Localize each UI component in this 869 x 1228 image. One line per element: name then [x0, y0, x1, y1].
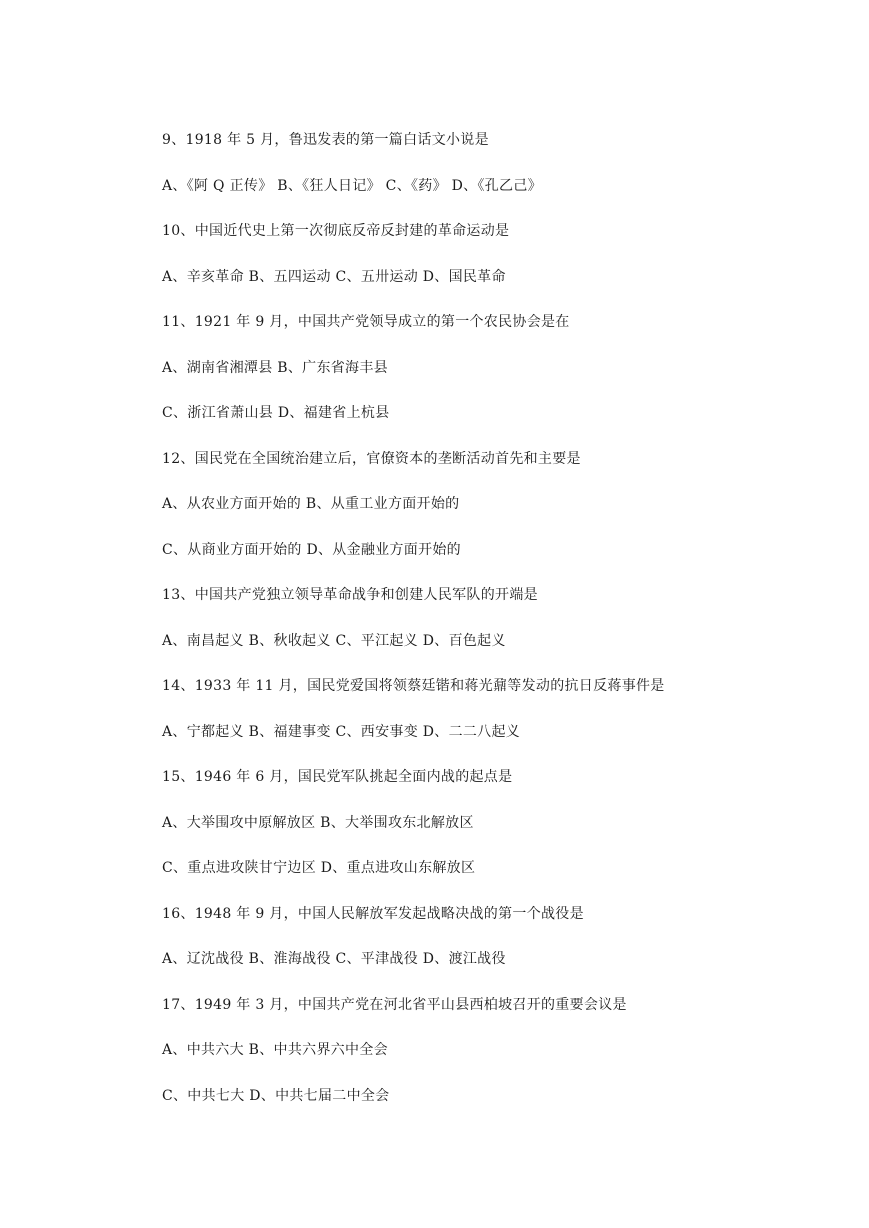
question-13-options: A、南昌起义 B、秋收起义 C、平江起义 D、百色起义 [162, 633, 506, 649]
question-14: 14、1933 年 11 月，国民党爱国将领蔡廷锴和蒋光鼐等发动的抗日反蒋事件是 [162, 678, 665, 694]
question-9: 9、1918 年 5 月，鲁迅发表的第一篇白话文小说是 [162, 132, 489, 148]
question-16: 16、1948 年 9 月，中国人民解放军发起战略决战的第一个战役是 [162, 906, 584, 922]
question-16-options: A、辽沈战役 B、淮海战役 C、平津战役 D、渡江战役 [162, 951, 506, 967]
question-12-options-ab: A、从农业方面开始的 B、从重工业方面开始的 [162, 496, 460, 512]
question-11-options-cd: C、浙江省萧山县 D、福建省上杭县 [162, 405, 390, 421]
question-14-options: A、宁都起义 B、福建事变 C、西安事变 D、二二八起义 [162, 724, 521, 740]
question-15-options-ab: A、大举围攻中原解放区 B、大举围攻东北解放区 [162, 815, 474, 831]
question-17-options-cd: C、中共七大 D、中共七届二中全会 [162, 1088, 390, 1104]
question-12-options-cd: C、从商业方面开始的 D、从金融业方面开始的 [162, 542, 461, 558]
question-13: 13、中国共产党独立领导革命战争和创建人民军队的开端是 [162, 587, 538, 603]
question-9-options: A、《阿 Q 正传》 B、《狂人日记》 C、《药》 D、《孔乙己》 [162, 178, 542, 194]
question-10-options: A、辛亥革命 B、五四运动 C、五卅运动 D、国民革命 [162, 269, 506, 285]
question-15-options-cd: C、重点进攻陕甘宁边区 D、重点进攻山东解放区 [162, 860, 476, 876]
question-12: 12、国民党在全国统治建立后，官僚资本的垄断活动首先和主要是 [162, 451, 581, 467]
question-17-options-ab: A、中共六大 B、中共六界六中全会 [162, 1042, 388, 1058]
question-11: 11、1921 年 9 月，中国共产党领导成立的第一个农民协会是在 [162, 314, 570, 330]
question-17: 17、1949 年 3 月，中国共产党在河北省平山县西柏坡召开的重要会议是 [162, 997, 627, 1013]
question-11-options-ab: A、湖南省湘潭县 B、广东省海丰县 [162, 360, 388, 376]
question-15: 15、1946 年 6 月，国民党军队挑起全面内战的起点是 [162, 769, 513, 785]
question-10: 10、中国近代史上第一次彻底反帝反封建的革命运动是 [162, 223, 510, 239]
